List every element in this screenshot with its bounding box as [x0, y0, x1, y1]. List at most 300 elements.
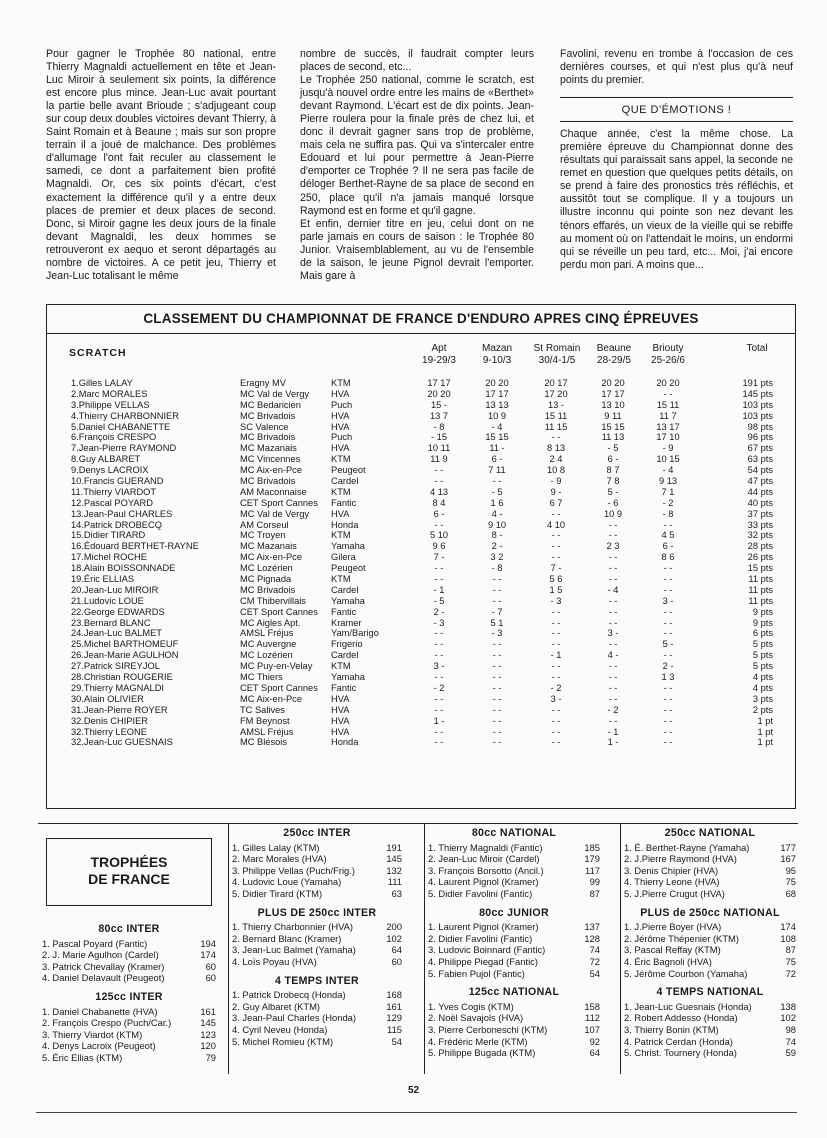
- make-name: KTM: [331, 574, 351, 585]
- round-score: 7 -: [433, 552, 445, 563]
- total-points: 5 pts: [752, 650, 773, 661]
- round-score: - 1: [550, 650, 562, 661]
- event-header: St Romain 30/4-1/5: [533, 343, 581, 366]
- round-score: - -: [434, 639, 444, 650]
- club-name: TC Salives: [240, 704, 285, 715]
- round-score: - 2: [662, 497, 674, 508]
- make-name: Puch: [331, 399, 353, 410]
- trophy-rider: 5. Éric Ellias (KTM): [42, 1051, 123, 1063]
- club-name: CET Sport Cannes: [240, 606, 318, 617]
- rider-name: 11.Thierry VIARDOT: [71, 486, 157, 497]
- trophy-rider: 3. Pascal Reffay (KTM): [624, 944, 721, 956]
- trophy-entry: [428, 1012, 600, 1024]
- trophy-rider: 2. Noël Savajols (HVA): [428, 1012, 524, 1024]
- round-score: 17 17: [485, 388, 509, 399]
- trophy-points: 102: [386, 932, 402, 944]
- trophy-rider: 2. Jérôme Thépenier (KTM): [624, 932, 739, 944]
- make-name: Frigerio: [331, 639, 363, 650]
- trophy-entry: [624, 1047, 796, 1059]
- table-row: [47, 585, 795, 596]
- round-score: - -: [608, 595, 618, 606]
- rider-name: 1.Gilles LALAY: [71, 378, 133, 388]
- round-score: 9 13: [658, 476, 678, 487]
- make-name: Fantic: [331, 497, 357, 508]
- round-score: 15 15: [601, 421, 625, 432]
- round-score: - -: [608, 693, 618, 704]
- club-name: MC Puy-en-Velay: [240, 661, 313, 672]
- trophy-points: 174: [200, 949, 216, 961]
- trophy-points: 132: [386, 864, 402, 876]
- trophy-points: 179: [584, 853, 600, 865]
- trophy-entry: [624, 968, 796, 980]
- trophy-points: 99: [589, 876, 600, 888]
- round-score: 7 11: [488, 465, 506, 476]
- trophy-rider: 2. J.Pierre Raymond (HVA): [624, 853, 737, 865]
- round-score: 10 11: [427, 443, 451, 454]
- trophy-entry: [624, 888, 796, 900]
- table-row: [47, 454, 795, 465]
- round-score: 3 -: [607, 628, 619, 639]
- round-score: - -: [551, 639, 561, 650]
- trophy-rider: 4. Daniel Delavault (Peugeot): [42, 972, 165, 984]
- trophy-rider: 3. Thierry Viardot (KTM): [42, 1028, 143, 1040]
- make-name: Peugeot: [331, 465, 366, 476]
- rider-name: 30.Alain OLIVIER: [71, 693, 144, 704]
- total-points: 40 pts: [747, 497, 773, 508]
- table-row: [47, 552, 795, 563]
- trophy-entry: [42, 972, 216, 984]
- trophy-rider: 4. Éric Bagnoli (HVA): [624, 955, 712, 967]
- trophy-rider: 2. Bernard Blanc (Kramer): [232, 932, 342, 944]
- total-points: 11 pts: [748, 595, 773, 606]
- round-score: 2 3: [606, 541, 620, 552]
- trophy-points: 158: [584, 1000, 600, 1012]
- trophy-entry: [428, 876, 600, 888]
- table-row: [47, 422, 795, 433]
- trophy-entry: [428, 933, 600, 945]
- article-column-3: [560, 48, 793, 272]
- trophy-category-title: 250cc NATIONAL: [664, 827, 756, 839]
- round-score: 10 8: [546, 465, 566, 476]
- club-name: MC Bedaricien: [240, 399, 301, 410]
- trophy-points: 72: [589, 955, 600, 967]
- trophy-entry: [624, 1001, 796, 1013]
- round-score: - -: [663, 715, 673, 726]
- event-header: Beaune 28-29/5: [596, 343, 632, 366]
- scratch-label: SCRATCH: [69, 347, 127, 359]
- round-score: 9 -: [550, 486, 562, 497]
- round-score: - -: [663, 693, 673, 704]
- round-score: - -: [492, 476, 502, 487]
- trophy-entry: [624, 842, 796, 854]
- table-row: [47, 400, 795, 411]
- trophy-points: 129: [386, 1012, 402, 1024]
- round-score: 6 -: [662, 541, 674, 552]
- rider-name: 13.Jean-Paul CHARLES: [71, 508, 173, 519]
- total-points: 54 pts: [747, 465, 773, 476]
- round-score: - 9: [550, 476, 562, 487]
- total-points: 191 pts: [742, 378, 773, 388]
- trophy-category-title: 250cc INTER: [283, 827, 351, 839]
- table-row: [47, 378, 795, 389]
- club-name: Eragny MV: [240, 378, 286, 388]
- rider-name: 22.George EDWARDS: [71, 606, 165, 617]
- total-points: 2 pts: [752, 704, 773, 715]
- round-score: - -: [551, 530, 561, 541]
- make-name: KTM: [331, 486, 351, 497]
- trophy-rider: 1. Patrick Drobecq (Honda): [232, 989, 346, 1001]
- club-name: MC Blésois: [240, 737, 288, 748]
- club-name: MC Auvergne: [240, 639, 297, 650]
- trophy-rider: 1. Thierry Magnaldi (Fantic): [428, 841, 543, 853]
- trophy-entry: [232, 842, 402, 854]
- trophy-points: 60: [205, 960, 216, 972]
- round-score: 5 -: [662, 639, 674, 650]
- trophy-points: 87: [589, 887, 600, 899]
- divider: [36, 1112, 797, 1113]
- round-score: - -: [492, 650, 502, 661]
- round-score: 9 11: [604, 410, 622, 421]
- round-score: 9 10: [487, 519, 507, 530]
- table-row: [47, 727, 795, 738]
- round-score: - -: [608, 682, 618, 693]
- round-score: 5 6: [549, 574, 563, 585]
- round-score: - -: [492, 737, 502, 748]
- rider-name: 3.Philippe VELLAS: [71, 399, 150, 410]
- round-score: - 3: [550, 595, 562, 606]
- trophy-entry: [428, 853, 600, 865]
- trophy-rider: 2. Guy Albaret (KTM): [232, 1000, 321, 1012]
- round-score: 13 10: [601, 399, 625, 410]
- round-score: 5 -: [607, 486, 619, 497]
- total-points: 145 pts: [742, 388, 773, 399]
- trophy-rider: 1. É. Berthet-Rayne (Yamaha): [624, 841, 750, 853]
- make-name: Cardel: [331, 650, 359, 661]
- round-score: - 2: [607, 704, 619, 715]
- table-row: [47, 618, 795, 629]
- trophy-rider: 1. Thierry Charbonnier (HVA): [232, 921, 354, 933]
- table-row: [47, 661, 795, 672]
- trophy-points: 60: [205, 972, 216, 984]
- trophy-points: 79: [205, 1051, 216, 1063]
- trophy-rider: 3. Patrick Chevallay (Kramer): [42, 960, 165, 972]
- event-header: Apt 19-29/3: [422, 343, 456, 366]
- round-score: - -: [434, 519, 444, 530]
- round-score: 11 9: [430, 454, 448, 465]
- round-score: 10 9: [603, 508, 623, 519]
- make-name: KTM: [331, 661, 351, 672]
- trophy-category-title: 4 TEMPS NATIONAL: [656, 986, 764, 999]
- article-paragraph: nombre de succès, il faudrait compter leurs places de second, etc...: [300, 48, 534, 74]
- table-row: [47, 541, 795, 552]
- round-score: 8 13: [546, 443, 566, 454]
- trophy-entry: [428, 944, 600, 956]
- trophy-points: 174: [780, 921, 796, 933]
- round-score: - -: [608, 563, 618, 574]
- round-score: 2 4: [549, 454, 563, 465]
- round-score: 4 5: [661, 530, 675, 541]
- round-score: - -: [663, 388, 673, 399]
- round-score: - -: [492, 584, 502, 595]
- article-paragraph: Chaque année, c'est la même chose. La première épreuve du Championnat donne des résultats qui paraissait sans appel, la seconde ne remet en question que quelques petits détails, on se prend à faire des pronostics très réfléchis, et aussitôt tout se complique. Il y a toujours un illustre inconnu qui pointe son nez devant les ténors effarés, un vieux de la vieille qui se rebiffe au moment où on l'attendait le moins, un endormi qui se réveille un peu tard, etc... Moi, j'ai encore perdu mon pari. A moins que...: [560, 128, 793, 271]
- standings-title: CLASSEMENT DU CHAMPIONNAT DE FRANCE D'ENDURO APRES CINQ ÉPREUVES: [143, 311, 699, 326]
- total-points: 103 pts: [742, 399, 773, 410]
- trophy-rider: 2. Robert Addesso (Honda): [624, 1012, 738, 1024]
- round-score: - 5: [433, 595, 445, 606]
- round-score: - -: [551, 715, 561, 726]
- trophy-rider: 4. Thierry Leone (HVA): [624, 876, 720, 888]
- round-score: - -: [663, 617, 673, 628]
- club-name: MC Mazanais: [240, 541, 297, 552]
- rider-name: 24.Jean-Luc BALMET: [71, 628, 162, 639]
- club-name: MC Brivadois: [240, 432, 296, 443]
- round-score: 3 -: [550, 693, 562, 704]
- make-name: Cardel: [331, 584, 359, 595]
- round-score: 13 13: [485, 399, 509, 410]
- trophy-entry: [42, 1006, 216, 1018]
- article-paragraph: Et enfin, dernier titre en jeu, celui dont on ne parle jamais en cours de saison : le Trophée 80 Junior. Vraisemblablement, au vu de l'ensemble de la saison, le jeune Pignol devrait l'emporter. Mais gare à: [300, 217, 534, 282]
- trophy-entry: [428, 842, 600, 854]
- trophy-rider: 2. Didier Favolini (Fantic): [428, 932, 533, 944]
- round-score: - 5: [491, 486, 503, 497]
- round-score: 11 7: [659, 410, 677, 421]
- total-points: 32 pts: [747, 530, 773, 541]
- rider-name: 10.Francis GUERAND: [71, 476, 164, 487]
- trophy-rider: 5. Fabien Pujol (Fantic): [428, 967, 525, 979]
- round-score: - 5: [607, 443, 619, 454]
- round-score: - -: [492, 693, 502, 704]
- trophy-points: 185: [584, 841, 600, 853]
- make-name: Yamaha: [331, 595, 365, 606]
- round-score: 2 -: [662, 661, 674, 672]
- trophy-rider: 5. Michel Romieu (KTM): [232, 1035, 334, 1047]
- article-paragraph: Le Trophée 250 national, comme le scratch, est jusqu'à nouvel ordre entre les mains de «Berthet» devant Raymond. L'écart est de dix points. Jean-Pierre roulera pour la finale près de chez lui, et donc il devrait gagner sans trop de problème, mais cela ne suffira pas. Qui va s'intercaler entre Edouard et lui pour permettre à Jean-Pierre d'emporter ce Trophée ? Il ne sera pas facile de déloger Berthet-Rayne de sa place de second en 250, place qu'il n'a jamais manqué lorsque Raymond est en forme et qu'il gagne.: [300, 74, 534, 217]
- rider-name: 32.Jean-Luc GUESNAIS: [71, 737, 173, 748]
- make-name: Fantic: [331, 606, 357, 617]
- table-row: [47, 498, 795, 509]
- club-name: MC Aix-en-Pce: [240, 465, 302, 476]
- trophy-category-title: 125cc INTER: [95, 990, 163, 1003]
- trophy-points: 107: [584, 1023, 600, 1035]
- trophy-points: 200: [386, 921, 402, 933]
- trophy-points: 128: [584, 932, 600, 944]
- rider-name: 23.Bernard BLANC: [71, 617, 151, 628]
- round-score: 15 11: [656, 399, 680, 410]
- round-score: 13 -: [547, 399, 565, 410]
- trophy-points: 98: [785, 1023, 796, 1035]
- round-score: 11 -: [489, 443, 505, 454]
- club-name: MC Thiers: [240, 672, 283, 683]
- trophy-rider: 1. Yves Cogis (KTM): [428, 1000, 514, 1012]
- make-name: HVA: [331, 508, 350, 519]
- make-name: Gilera: [331, 552, 356, 563]
- round-score: 5 1: [490, 617, 504, 628]
- rider-name: 18.Alain BOISSONNADE: [71, 563, 176, 574]
- trophy-entry: [428, 888, 600, 900]
- trophy-rider: 3. Jean-Paul Charles (Honda): [232, 1012, 357, 1024]
- table-row: [47, 443, 795, 454]
- round-score: 1 -: [607, 737, 619, 748]
- round-score: 15 -: [430, 399, 448, 410]
- table-row: [47, 737, 795, 748]
- round-score: - -: [434, 563, 444, 574]
- trophy-points: 138: [780, 1000, 796, 1012]
- trophy-rider: 1. Daniel Chabanette (HVA): [42, 1005, 158, 1017]
- trophy-rider: 4. Frédéric Merle (KTM): [428, 1035, 528, 1047]
- round-score: 10 9: [487, 410, 507, 421]
- trophy-entry: [42, 1017, 216, 1029]
- round-score: 6 -: [607, 454, 619, 465]
- round-score: 8 -: [491, 530, 503, 541]
- trophy-column: [624, 824, 796, 1074]
- round-score: 17 10: [656, 432, 680, 443]
- round-score: - -: [551, 432, 561, 443]
- trophy-entry: [232, 944, 402, 956]
- round-score: - -: [608, 574, 618, 585]
- club-name: MC Aix-en-Pce: [240, 693, 302, 704]
- round-score: - -: [492, 682, 502, 693]
- trophy-points: 60: [391, 955, 402, 967]
- round-score: - -: [663, 628, 673, 639]
- trophy-rider: 1. Jean-Luc Guesnais (Honda): [624, 1000, 752, 1012]
- trophy-points: 102: [780, 1012, 796, 1024]
- rider-name: 25.Michel BARTHOMEUF: [71, 639, 179, 650]
- trophy-column: [42, 824, 216, 1074]
- round-score: 2 -: [491, 541, 503, 552]
- trophy-rider: 3. Philippe Vellas (Puch/Frig.): [232, 864, 355, 876]
- round-score: - 2: [433, 682, 445, 693]
- table-row: [47, 563, 795, 574]
- rider-name: 26.Jean-Marie AGULHON: [71, 650, 179, 661]
- trophy-rider: 4. Loïs Poyau (HVA): [232, 955, 317, 967]
- round-score: 7 -: [550, 563, 562, 574]
- round-score: - -: [608, 552, 618, 563]
- make-name: HVA: [331, 443, 350, 454]
- trophy-points: 59: [785, 1047, 796, 1059]
- make-name: Yamaha: [331, 541, 365, 552]
- club-name: MC Vincennes: [240, 454, 301, 465]
- club-name: MC Brivadois: [240, 476, 296, 487]
- table-row: [47, 716, 795, 727]
- round-score: 17 17: [601, 388, 625, 399]
- rider-name: 28.Christian ROUGERIE: [71, 672, 173, 683]
- round-score: - 1: [433, 584, 445, 595]
- trophy-points: 63: [391, 887, 402, 899]
- club-name: MC Aigles Apt.: [240, 617, 301, 628]
- club-name: CET Sport Cannes: [240, 682, 318, 693]
- rider-name: 5.Daniel CHABANETTE: [71, 421, 171, 432]
- table-row: [47, 530, 795, 541]
- round-score: - -: [608, 606, 618, 617]
- trophy-rider: 5. Didier Tirard (KTM): [232, 887, 323, 899]
- trophy-entry: [624, 933, 796, 945]
- trophy-points: 64: [589, 1047, 600, 1059]
- table-row: [47, 389, 795, 400]
- round-score: - -: [663, 519, 673, 530]
- round-score: - 15: [430, 432, 448, 443]
- trophy-entry: [428, 1024, 600, 1036]
- round-score: 11 15: [544, 421, 568, 432]
- trophy-points: 74: [785, 1035, 796, 1047]
- table-row: [47, 432, 795, 443]
- trophy-entry: [42, 938, 216, 950]
- round-score: 7 1: [661, 486, 675, 497]
- make-name: Yam/Barigo: [331, 628, 379, 639]
- round-score: - -: [492, 661, 502, 672]
- trophy-rider: 3. Jean-Luc Balmet (Yamaha): [232, 944, 356, 956]
- table-row: [47, 574, 795, 585]
- total-points: 11 pts: [748, 584, 773, 595]
- round-score: - -: [434, 650, 444, 661]
- round-score: 4 13: [429, 486, 449, 497]
- article-column-2: [300, 48, 534, 283]
- trophy-entry: [232, 933, 402, 945]
- table-row: [47, 509, 795, 520]
- round-score: - 8: [491, 563, 503, 574]
- round-score: - -: [608, 715, 618, 726]
- club-name: MC Val de Vergy: [240, 388, 310, 399]
- rider-name: 27.Patrick SIREYJOL: [71, 661, 160, 672]
- round-score: - -: [434, 704, 444, 715]
- make-name: HVA: [331, 388, 350, 399]
- round-score: - -: [434, 672, 444, 683]
- round-score: - -: [492, 704, 502, 715]
- club-name: MC Pignada: [240, 574, 292, 585]
- round-score: - 1: [607, 726, 619, 737]
- table-row: [47, 694, 795, 705]
- trophy-rider: 2. François Crespo (Puch/Car.): [42, 1017, 172, 1029]
- club-name: MC Aix-en-Pce: [240, 552, 302, 563]
- round-score: 6 -: [433, 508, 445, 519]
- club-name: MC Lozérien: [240, 650, 293, 661]
- round-score: 1 6: [490, 497, 504, 508]
- total-points: 15 pts: [747, 563, 773, 574]
- trophy-points: 161: [386, 1000, 402, 1012]
- round-score: 17 17: [427, 378, 451, 388]
- trophy-points: 68: [785, 887, 796, 899]
- trophy-entry: [232, 956, 402, 968]
- trophy-points: 112: [585, 1012, 600, 1024]
- rider-name: 8.Guy ALBARET: [71, 454, 141, 465]
- make-name: KTM: [331, 454, 351, 465]
- rider-name: 17.Michel ROCHE: [71, 552, 147, 563]
- trophy-rider: 4. Laurent Pignol (Kramer): [428, 876, 539, 888]
- club-name: MC Brivadois: [240, 410, 296, 421]
- round-score: - -: [551, 617, 561, 628]
- round-score: 2 -: [433, 606, 445, 617]
- make-name: Cardel: [331, 476, 359, 487]
- trophy-rider: 1. Laurent Pignol (Kramer): [428, 921, 539, 933]
- round-score: - 4: [607, 584, 619, 595]
- make-name: Fantic: [331, 682, 357, 693]
- rider-name: 29.Thierry MAGNALDI: [71, 682, 164, 693]
- trophy-points: 64: [391, 944, 402, 956]
- trophy-points: 111: [387, 876, 402, 888]
- rider-name: 2.Marc MORALES: [71, 388, 148, 399]
- round-score: - -: [663, 584, 673, 595]
- round-score: - -: [663, 606, 673, 617]
- trophy-rider: 3. Ludovic Boinnard (Fantic): [428, 944, 546, 956]
- trophy-entry: [232, 853, 402, 865]
- rider-name: 32.Thierry LEONE: [71, 726, 147, 737]
- round-score: - -: [434, 465, 444, 476]
- trophy-points: 108: [780, 932, 796, 944]
- round-score: 3 -: [662, 595, 674, 606]
- total-points: 33 pts: [747, 519, 773, 530]
- round-score: - -: [551, 704, 561, 715]
- total-points: 4 pts: [752, 672, 773, 683]
- trophy-entry: [232, 888, 402, 900]
